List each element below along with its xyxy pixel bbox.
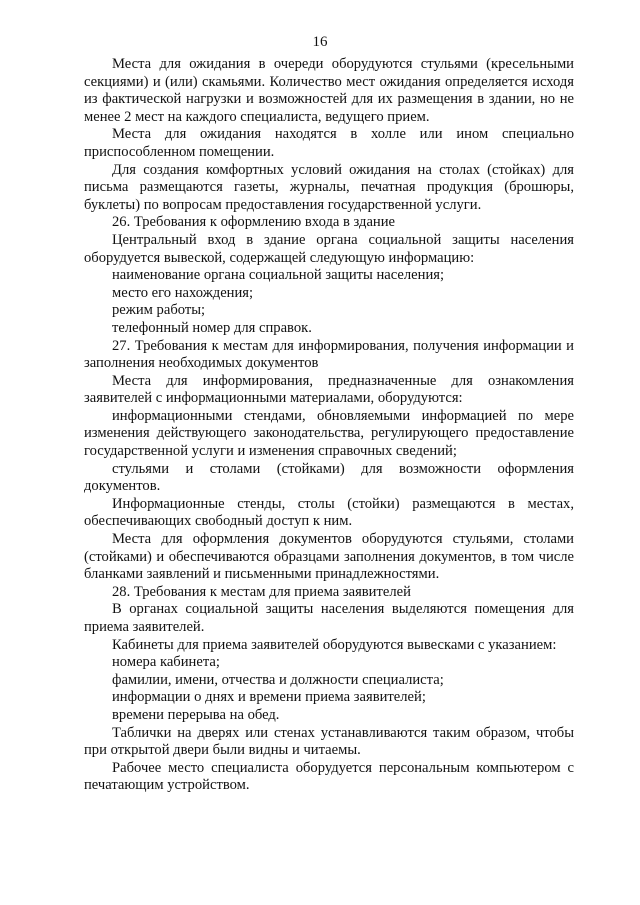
paragraph-door-plates: Таблички на дверях или стенах устанавливаются таким образом, чтобы при открытой двери были видны и читаемы. — [84, 724, 574, 759]
paragraph-info-places: Места для информирования, предназначенные для ознакомления заявителей с информационными материалами, оборудуются: — [84, 372, 574, 407]
section-heading-26: 26. Требования к оформлению входа в здание — [112, 214, 396, 231]
paragraph-office-signs: Кабинеты для приема заявителей оборудуются вывесками с указанием: — [112, 636, 557, 653]
list-item: информации о днях и времени приема заявителей; — [112, 689, 426, 706]
list-item: наименование органа социальной защиты населения; — [112, 267, 445, 284]
page-number: 16 — [312, 34, 328, 50]
paragraph-reception-rooms: В органах социальной защиты населения выделяются помещения для приема заявителей. — [84, 601, 574, 635]
list-item: фамилии, имени, отчества и должности специалиста; — [112, 671, 444, 688]
list-item: номера кабинета; — [112, 654, 220, 671]
paragraph-waiting-location: Места для ожидания находятся в холле или ином специально приспособленном помещении. — [84, 126, 574, 160]
list-item: место его нахождения; — [112, 284, 254, 301]
section-heading-27: 27. Требования к местам для информирования, получения информации и заполнения необходимых документов — [84, 337, 574, 372]
paragraph-entrance-sign: Центральный вход в здание органа социальной защиты населения оборудуется вывеской, содержащей следующую информацию: — [84, 231, 574, 266]
list-item: стульями и столами (стойками) для возможности оформления документов. — [84, 460, 574, 495]
list-item: телефонный номер для справок. — [112, 319, 312, 336]
paragraph-info-stands: Информационные стенды, столы (стойки) размещаются в местах, обеспечивающих свободный доступ к ним. — [84, 495, 574, 530]
paragraph-workplace: Рабочее место специалиста оборудуется персональным компьютером с печатающим устройством. — [84, 759, 574, 794]
paragraph-writing-tables: Для создания комфортных условий ожидания на столах (стойках) для письма размещаются газеты, журналы, печатная продукция (брошюры, буклеты) по вопросам предоставления государственной услуги. — [84, 161, 574, 213]
paragraph-document-places: Места для оформления документов оборудуются стульями, столами (стойками) и обеспечиваются образцами заполнения документов, в том числе бланками заявлений и письменными принадлежностями. — [84, 531, 574, 583]
paragraph-waiting-seats: Места для ожидания в очереди оборудуются стульями (кресельными секциями) и (или) скамьями. Количество мест ожидания определяется исходя из фактической нагрузки и возможностей для их размещения в здании, но не менее 2 мест на каждого специалиста, ведущего прием. — [84, 56, 574, 125]
list-item: информационными стендами, обновляемыми информацией по мере изменения действующего законодательства, регулирующего предоставление государственной услуги и изменения справочных сведений; — [84, 407, 574, 460]
section-heading-28: 28. Требования к местам для приема заявителей — [112, 583, 411, 600]
list-item: времени перерыва на обед. — [112, 706, 280, 723]
list-item: режим работы; — [112, 302, 206, 319]
page-body — [84, 56, 574, 795]
